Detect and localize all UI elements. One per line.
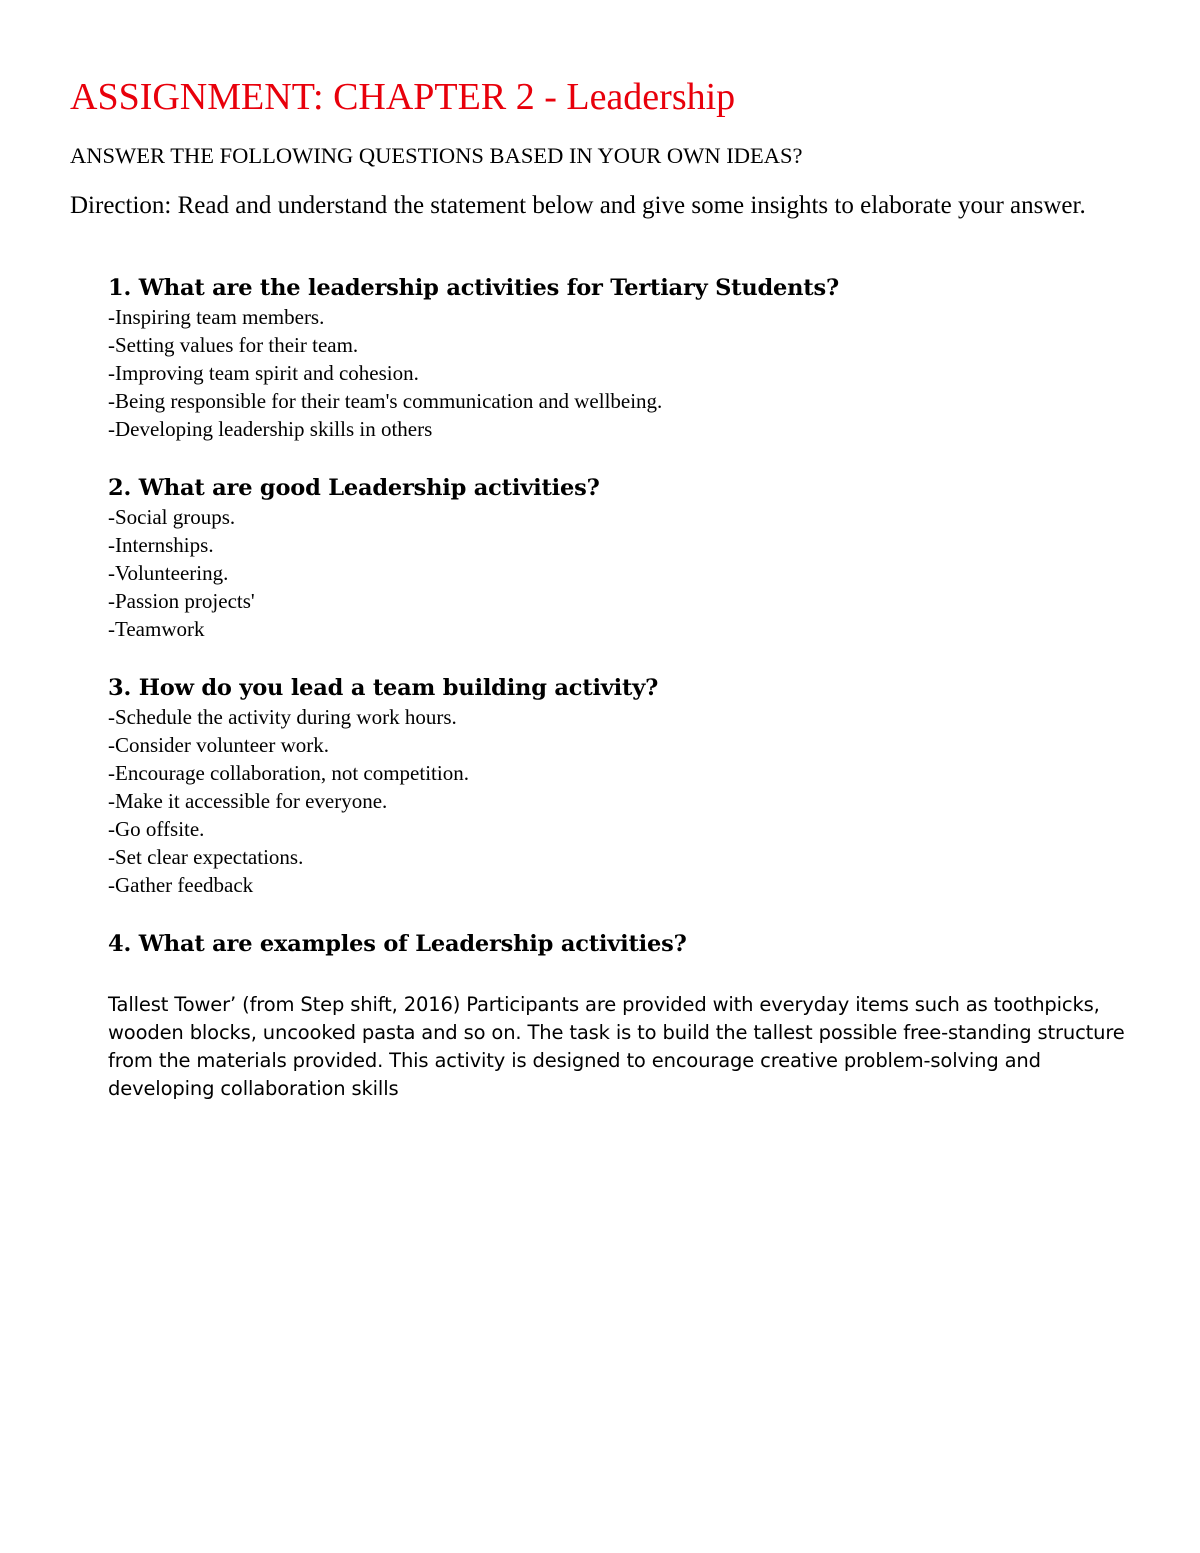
answer-item: -Make it accessible for everyone.	[108, 789, 388, 813]
answer-item: -Schedule the activity during work hours.	[108, 705, 457, 729]
question-4-section	[108, 929, 1148, 959]
question-2-answers	[108, 503, 1148, 643]
example-paragraph: Tallest Tower’ (from Step shift, 2016) Participants are provided with everyday items such as toothpicks, wooden blocks, uncooked pasta and so on. The task is to build the tallest possible free-standing structure from the materials provided. This activity is designed to encourage creative problem-solving and developing collaboration skills	[108, 993, 1125, 1100]
question-1-section	[108, 273, 1148, 443]
answer-item: -Being responsible for their team's communication and wellbeing.	[108, 389, 663, 413]
question-2-section	[108, 473, 1148, 643]
answer-item: -Passion projects'	[108, 589, 255, 613]
answer-item: -Social groups.	[108, 505, 236, 529]
question-1-answers	[108, 303, 1148, 443]
answer-item: -Encourage collaboration, not competition.	[108, 761, 469, 785]
answer-item: -Inspiring team members.	[108, 305, 325, 329]
question-3-section	[108, 673, 1148, 899]
direction-text: Direction: Read and understand the statement below and give some insights to elaborate your answer.	[70, 192, 1086, 219]
answer-item: -Internships.	[108, 533, 214, 557]
answer-item: -Developing leadership skills in others	[108, 417, 433, 441]
question-4-answer	[108, 991, 1148, 1103]
instruction-heading: ANSWER THE FOLLOWING QUESTIONS BASED IN YOUR OWN IDEAS?	[70, 143, 803, 168]
question-4-heading: 4. What are examples of Leadership activities?	[108, 931, 687, 957]
answer-item: -Volunteering.	[108, 561, 229, 585]
answer-item: -Go offsite.	[108, 817, 205, 841]
answer-item: -Set clear expectations.	[108, 845, 304, 869]
question-1-heading: 1. What are the leadership activities for Tertiary Students?	[108, 275, 839, 301]
answer-item: -Teamwork	[108, 617, 205, 641]
question-3-heading: 3. How do you lead a team building activity?	[108, 675, 659, 701]
assignment-title: ASSIGNMENT: CHAPTER 2 - Leadership	[70, 76, 736, 118]
answer-item: -Improving team spirit and cohesion.	[108, 361, 419, 385]
answer-item: -Gather feedback	[108, 873, 254, 897]
answer-item: -Setting values for their team.	[108, 333, 359, 357]
answer-item: -Consider volunteer work.	[108, 733, 330, 757]
question-3-answers	[108, 703, 1148, 899]
question-2-heading: 2. What are good Leadership activities?	[108, 475, 600, 501]
